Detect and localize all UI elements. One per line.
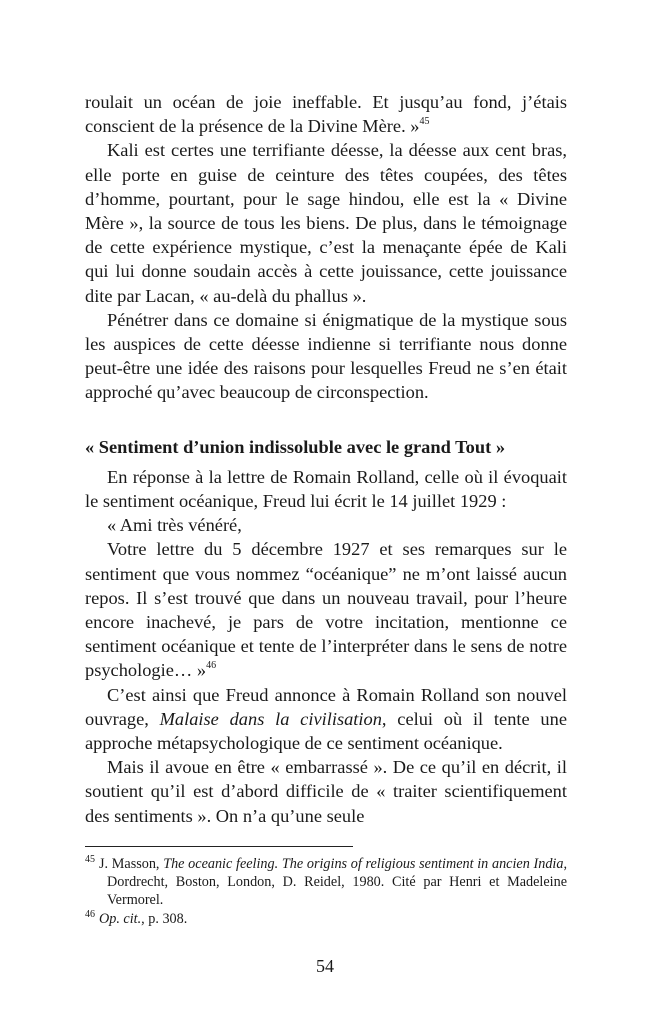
paragraph-4: En réponse à la lettre de Romain Rolland, celle où il évoquait le sentiment océanique, Freud lui écrit le 14 juillet 1929 : [85,466,567,512]
footnote-ref-45: 45 [419,116,430,128]
footnote-46-after: , p. 308. [141,910,188,927]
footnote-ref-46: 46 [206,660,217,672]
footnotes [85,855,567,928]
footnote-45: 45 J. Masson, The oceanic feeling. The origins of religious sentiment in ancien India, Dordrecht, Boston, London, D. Reidel, 1980. Cité par Henri et Madeleine Vermorel. [85,854,567,909]
section-heading: « Sentiment d’union indissoluble avec le grand Tout » [85,436,506,457]
footnote-45-before: J. Masson, [99,856,164,872]
paragraph-6-text: Votre lettre du 5 décembre 1927 et ses remarques sur le sentiment que vous nommez “océanique” ne m’ont laissé aucun repos. Il s’est trouvé que dans un nouveau travail, pour l’heure encore inachevé, je pars de votre incitation, mentionne ce sentiment océanique et tente de l’interpréter dans le sens de notre psychologie… » [85,539,567,681]
paragraph-5: « Ami très vénéré, [107,515,242,536]
paragraph-1-text: roulait un océan de joie ineffable. Et jusqu’au fond, j’étais conscient de la présence de la Divine Mère. » [85,92,567,137]
paragraph-7-after: , celui où il tente une approche métapsychologique de ce sentiment océanique. [85,708,567,754]
paragraph-7 [85,683,567,756]
footnote-46: 46 Op. cit., p. 308. [85,908,188,927]
footnote-46-italic: Op. cit. [99,910,142,927]
page-number: 54 [316,956,334,976]
footnote-45-after: , Dordrecht, Boston, London, D. Reidel, 1980. Cité par Henri et Madeleine Vermorel. [107,856,567,909]
footnote-45-title: The oceanic feeling. The origins of religious sentiment in ancien India [163,856,564,872]
paragraph-7-before: C’est ainsi que Freud annonce à Romain Rolland son nouvel ouvrage, [85,684,567,729]
paragraph-3: Pénétrer dans ce domaine si énigmatique de la mystique sous les auspices de cette déesse indienne si terrifiante nous donne peut-être une idée des raisons pour lesquelles Freud ne s’en était approché qu’avec beaucoup de circonspection. [85,309,567,403]
paragraph-2: Kali est certes une terrifiante déesse, la déesse aux cent bras, elle porte en guise de ceinture des têtes coupées, des têtes d’homme, pourtant, pour le sage hindou, elle est la « Divine Mère », la source de tous les biens. De plus, dans le témoignage de cette expérience mystique, c’est la menaçante épée de Kali qui lui donne soudain accès à cette jouissance, cette jouissance dite par Lacan, « au-delà du phallus ». [85,140,567,306]
paragraph-1 [85,90,567,138]
book-title: Malaise dans la civilisation [159,708,382,729]
footnote-divider [85,846,353,847]
paragraph-6 [85,537,567,682]
main-text [85,90,567,828]
paragraph-8: Mais il avoue en être « embarrassé ». De ce qu’il en décrit, il soutient qu’il est d’abord difficile de « traiter scientifiquement des sentiments ». On n’a qu’une seule [85,757,567,826]
